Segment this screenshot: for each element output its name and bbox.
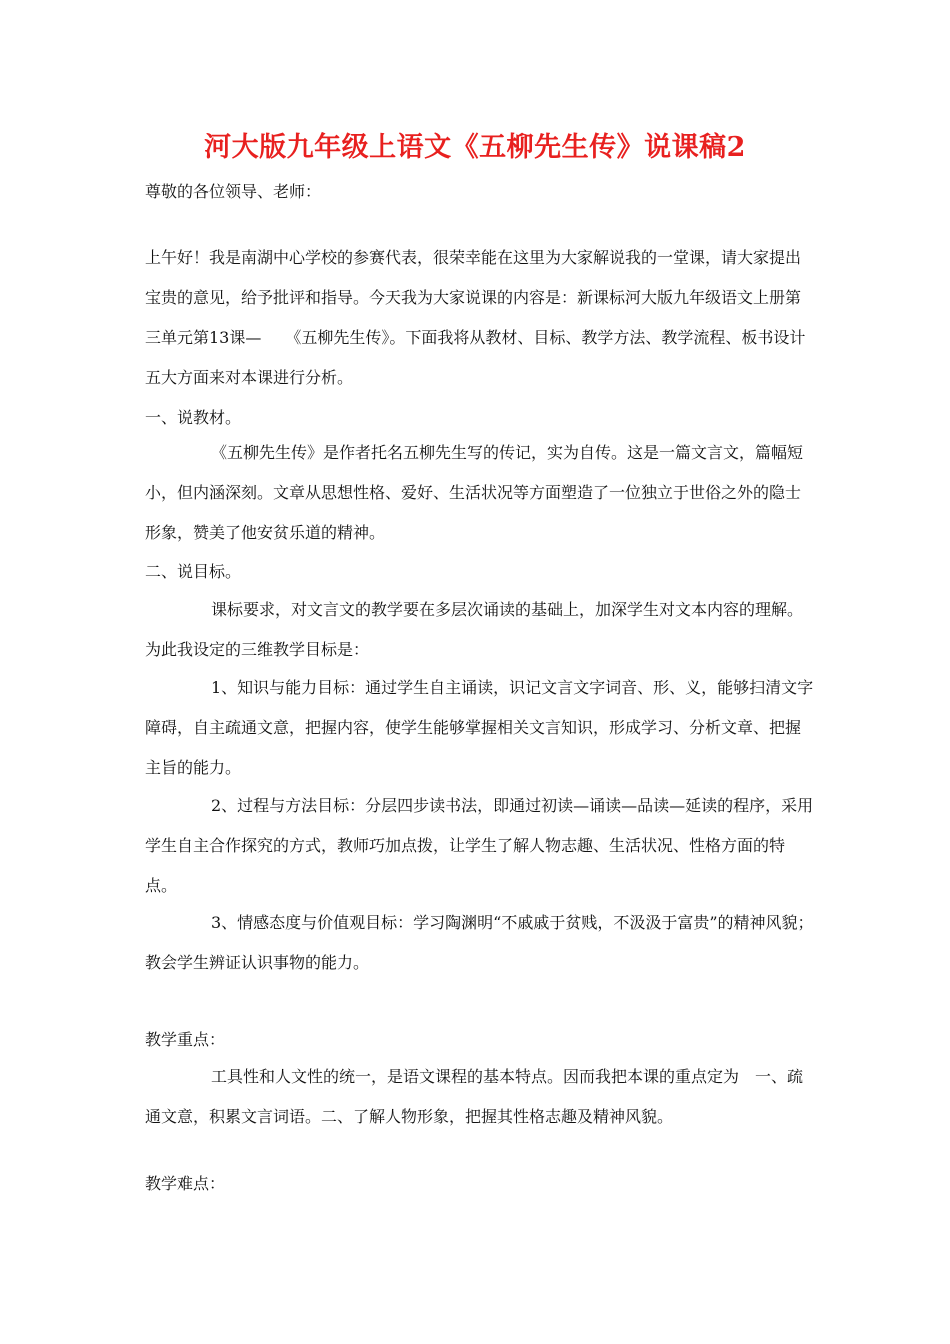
goal-knowledge-paragraph: 1、知识与能力目标：通过学生自主诵读，识记文言文字词音、形、义，能够扫清文字障碍，自主疏通文意，把握内容，使学生能够掌握相关文言知识，形成学习、分析文章、把握主旨的能力。	[145, 678, 814, 777]
difficulty-heading: 教学难点：	[145, 1174, 226, 1193]
intro-paragraph: 上午好！我是南湖中心学校的参赛代表，很荣幸能在这里为大家解说我的一堂课，请大家提出宝贵的意见，给予批评和指导。今天我为大家说课的内容是：新课标河大版九年级语文上册第三单元第13课— 《五柳先生传》。下面我将从教材、目标、教学方法、教学流程、板书设计五大方面来对本课进行分析。	[145, 248, 806, 387]
section-heading-textbook: 一、说教材。	[145, 408, 242, 427]
goals-intro-paragraph: 课标要求，对文言文的教学要在多层次诵读的基础上，加深学生对文本内容的理解。为此我设定的三维教学目标是：	[145, 600, 804, 659]
textbook-paragraph: 《五柳先生传》是作者托名五柳先生写的传记，实为自传。这是一篇文言文，篇幅短小，但内涵深刻。文章从思想性格、爱好、生活状况等方面塑造了一位独立于世俗之外的隐士形象，赞美了他安贫乐道的精神。	[145, 443, 804, 542]
goal-process-paragraph: 2、过程与方法目标：分层四步读书法，即通过初读—诵读—品读—延读的程序，采用学生自主合作探究的方式，教师巧加点拨，让学生了解人物志趣、生活状况、性格方面的特点。	[145, 796, 814, 895]
key-points-paragraph: 工具性和人文性的统一，是语文课程的基本特点。因而我把本课的重点定为 一、疏通文意，积累文言词语。二、了解人物形象，把握其性格志趣及精神风貌。	[145, 1067, 804, 1126]
salutation: 尊敬的各位领导、老师：	[145, 182, 322, 201]
section-heading-goals: 二、说目标。	[145, 562, 242, 581]
key-points-heading: 教学重点：	[145, 1030, 226, 1049]
goal-emotion-paragraph: 3、情感态度与价值观目标：学习陶渊明“不戚戚于贫贱，不汲汲于富贵”的精神风貌；教会学生辨证认识事物的能力。	[145, 913, 814, 972]
document-title: 河大版九年级上语文《五柳先生传》说课稿2	[204, 132, 746, 163]
